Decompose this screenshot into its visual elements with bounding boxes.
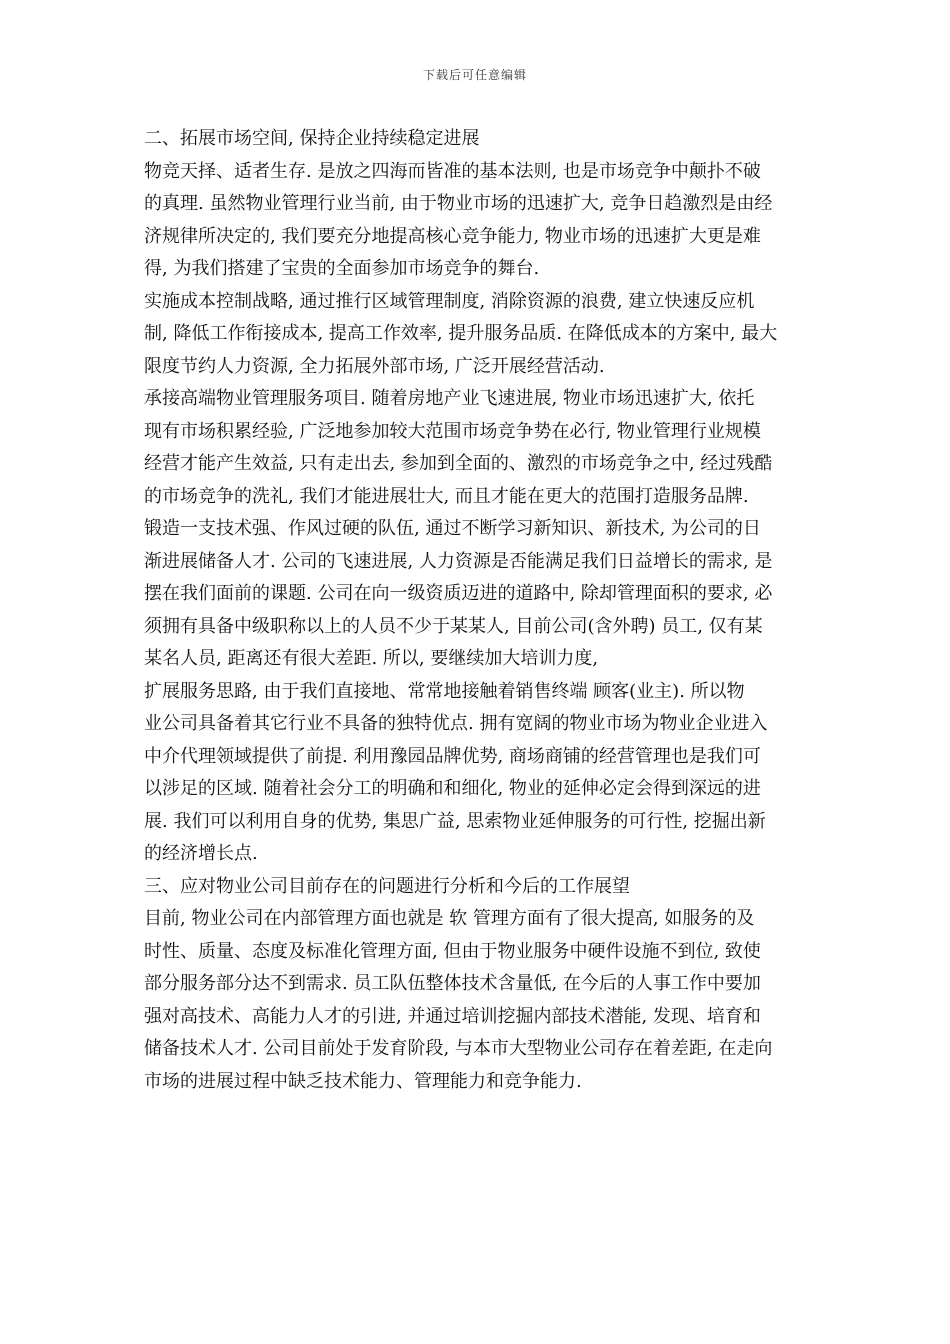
text-line: 强对高技术、高能力人才的引进, 并通过培训挖掘内部技术潜能, 发现、培育和 bbox=[144, 1005, 761, 1027]
text-line: 某名人员, 距离还有很大差距. 所以, 要继续加大培训力度, bbox=[144, 648, 599, 669]
text-line: 现有市场积累经验, 广泛地参加较大范围市场竞争势在必行, 物业管理行业规模 bbox=[144, 420, 761, 442]
text-line: 济规律所决定的, 我们要充分地提高核心竞争能力, 物业市场的迅速扩大更是难 bbox=[144, 225, 761, 247]
text-line: 实施成本控制战略, 通过推行区域管理制度, 消除资源的浪费, 建立快速反应机 bbox=[144, 290, 755, 312]
text-line: 业公司具备着其它行业不具备的独特优点. 拥有宽阔的物业市场为物业企业进入 bbox=[144, 713, 768, 734]
text-line: 中介代理领域提供了前提. 利用豫园品牌优势, 商场商铺的经营管理也是我们可 bbox=[144, 745, 761, 767]
text-line: 扩展服务思路, 由于我们直接地、常常地接触着销售终端 顾客(业主). 所以物 bbox=[144, 680, 745, 702]
text-line: 以涉足的区域. 随着社会分工的明确和和细化, 物业的延伸必定会得到深远的进 bbox=[144, 778, 761, 799]
text-line: 部分服务部分达不到需求. 员工队伍整体技术含量低, 在今后的人事工作中要加 bbox=[144, 973, 761, 994]
document-body bbox=[144, 123, 808, 1098]
text-line: 的经济增长点. bbox=[144, 843, 258, 864]
section-heading: 二、拓展市场空间, 保持企业持续稳定进展 bbox=[144, 128, 480, 149]
text-line: 得, 为我们搭建了宝贵的全面参加市场竞争的舞台. bbox=[144, 258, 540, 279]
section-heading: 三、应对物业公司目前存在的问题进行分析和今后的工作展望 bbox=[144, 875, 630, 897]
text-line: 须拥有具备中级职称以上的人员不少于某某人, 目前公司(含外聘) 员工, 仅有某 bbox=[144, 615, 763, 637]
page-header-note: 下载后可任意编辑 bbox=[422, 68, 527, 82]
text-line: 渐进展储备人才. 公司的飞速进展, 人力资源是否能满足我们日益增长的需求, 是 bbox=[144, 550, 773, 572]
text-line: 的真理. 虽然物业管理行业当前, 由于物业市场的迅速扩大, 竞争日趋激烈是由经 bbox=[144, 193, 773, 214]
text-line: 经营才能产生效益, 只有走出去, 参加到全面的、激烈的市场竞争之中, 经过残酷 bbox=[144, 453, 773, 474]
text-line: 锻造一支技术强、作风过硬的队伍, 通过不断学习新知识、新技术, 为公司的日 bbox=[144, 518, 761, 539]
text-line: 制, 降低工作衔接成本, 提高工作效率, 提升服务品质. 在降低成本的方案中, 最大 bbox=[144, 323, 778, 344]
text-line: 时性、质量、态度及标准化管理方面, 但由于物业服务中硬件设施不到位, 致使 bbox=[144, 940, 761, 962]
text-line: 摆在我们面前的课题. 公司在向一级资质迈进的道路中, 除却管理面积的要求, 必 bbox=[144, 583, 773, 604]
text-line: 物竞天择、适者生存. 是放之四海而皆准的基本法则, 也是市场竞争中颠扑不破 bbox=[144, 160, 761, 182]
text-line: 展. 我们可以利用自身的优势, 集思广益, 思索物业延伸服务的可行性, 挖掘出新 bbox=[144, 810, 766, 832]
text-line: 的市场竞争的洗礼, 我们才能进展壮大, 而且才能在更大的范围打造服务品牌. bbox=[144, 485, 749, 507]
text-line: 市场的进展过程中缺乏技术能力、管理能力和竞争能力. bbox=[144, 1070, 582, 1092]
text-line: 限度节约人力资源, 全力拓展外部市场, 广泛开展经营活动. bbox=[144, 355, 605, 377]
text-line: 目前, 物业公司在内部管理方面也就是 软 管理方面有了很大提高, 如服务的及 bbox=[144, 908, 755, 929]
text-line: 承接高端物业管理服务项目. 随着房地产业飞速进展, 物业市场迅速扩大, 依托 bbox=[144, 388, 755, 409]
text-line: 储备技术人才. 公司目前处于发育阶段, 与本市大型物业公司存在着差距, 在走向 bbox=[144, 1038, 773, 1059]
